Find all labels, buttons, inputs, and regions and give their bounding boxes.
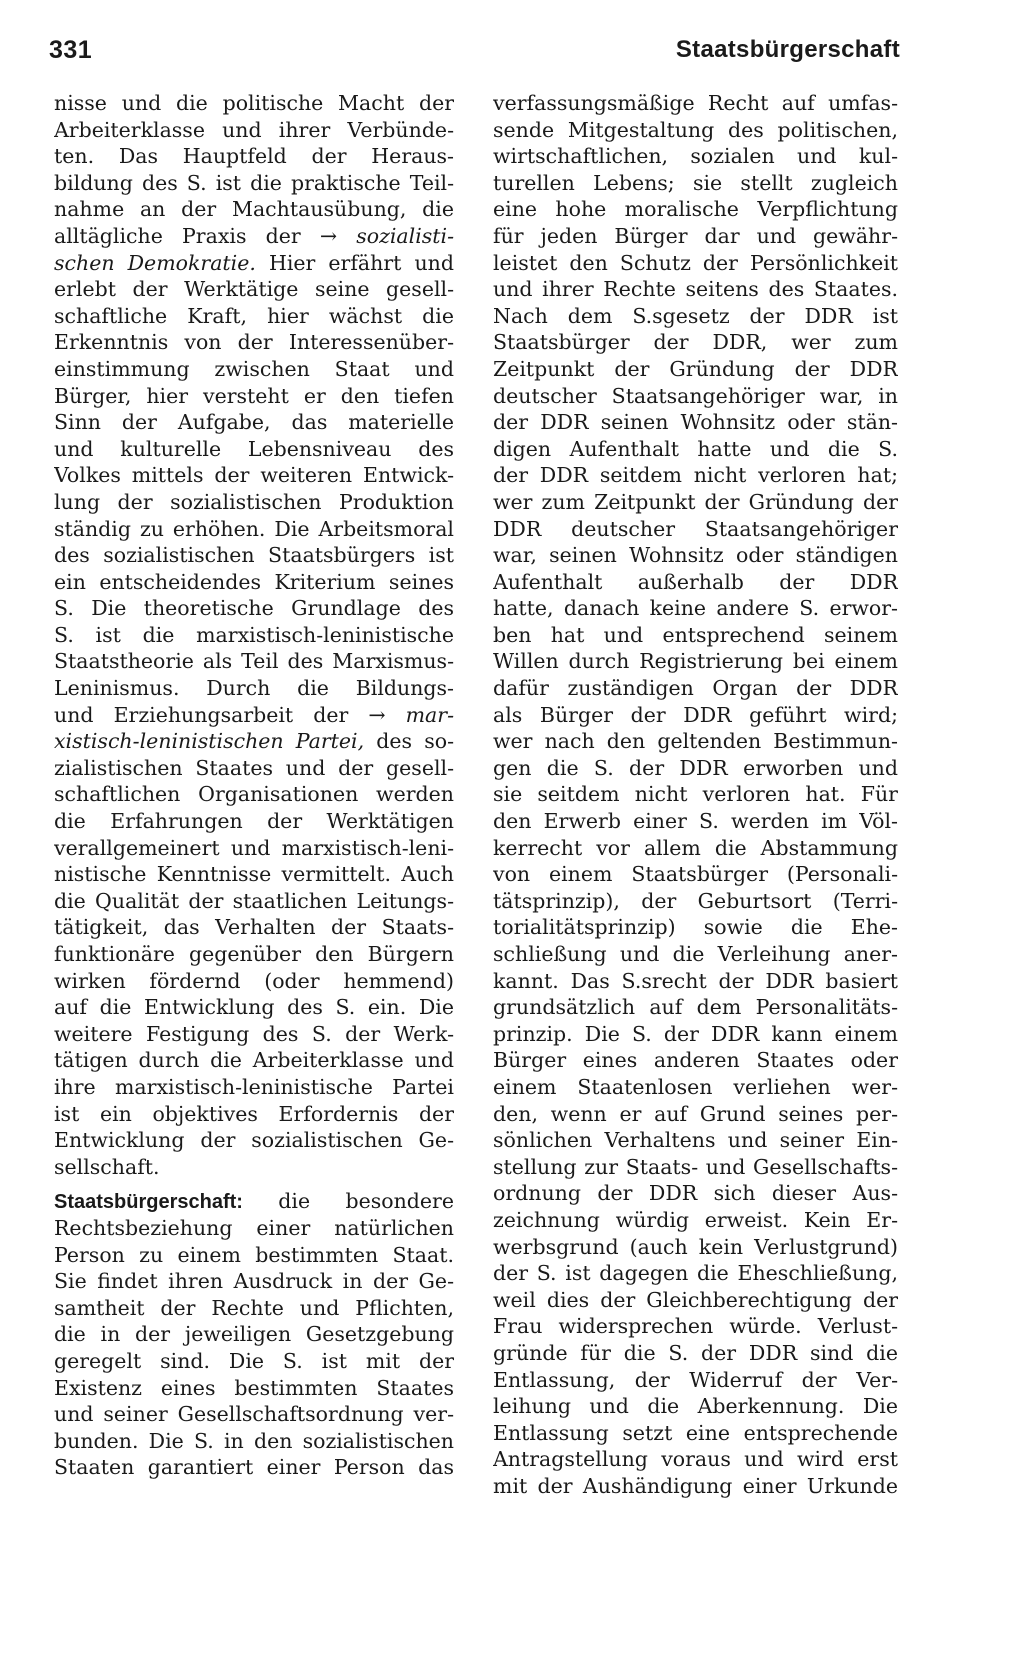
text-line: ordnung der DDR sich dieser Aus- [493, 1181, 898, 1206]
text-line: verfassungsmäßige Recht auf umfas- [493, 91, 898, 115]
text-line: leihung und die Aberkennung. Die [493, 1394, 898, 1419]
text-line: den Erwerb einer S. werden im Völ- [493, 809, 898, 834]
text-run: alltägliche Praxis der → [54, 223, 357, 248]
text-line: nahme an der Machtausübung, die [54, 197, 454, 222]
text-line: Entlassung, der Widerruf der Ver- [493, 1367, 898, 1392]
text-line: ihre marxistisch-leninistische Partei [54, 1074, 454, 1099]
right-column [493, 90, 898, 1499]
text-run: Hier erfährt und [255, 250, 454, 275]
text-line: tätigen durch die Arbeiterklasse und [54, 1048, 454, 1073]
text-line: Erkenntnis von der Interessenüber- [54, 330, 454, 355]
text-line: die Erfahrungen der Werktätigen [54, 809, 454, 834]
text-line: sönlichen Verhaltens und seiner Ein- [493, 1128, 898, 1153]
text-line: gen die S. der DDR erworben und [493, 755, 898, 780]
text-line: mit der Aushändigung einer Urkunde [493, 1473, 898, 1498]
text-line: der DDR seinen Wohnsitz oder stän- [493, 410, 898, 435]
text-line: der S. ist dagegen die Eheschließung, [493, 1261, 898, 1286]
text-run: des so- [364, 729, 454, 754]
text-line: Nach dem S.sgesetz der DDR ist [493, 303, 898, 328]
text-line: samtheit der Rechte und Pflichten, [54, 1295, 454, 1320]
text-line: war, seinen Wohnsitz oder ständigen [493, 543, 898, 568]
text-line: torialitätsprinzip) sowie die Ehe- [493, 915, 898, 940]
text-line: wer nach den geltenden Bestimmun- [493, 729, 898, 754]
text-line: bildung des S. ist die praktische Teil- [54, 170, 454, 195]
entry-heading-line [54, 1188, 454, 1215]
text-line: Bürger eines anderen Staates oder [493, 1048, 898, 1073]
left-column [54, 90, 454, 1481]
text-line: nistische Kenntnisse vermittelt. Auch [54, 862, 454, 887]
text-line: turellen Lebens; sie stellt zugleich [493, 170, 898, 195]
text-line: stellung zur Staats- und Gesellschafts- [493, 1154, 898, 1179]
text-line [54, 250, 454, 277]
text-line: dafür zuständigen Organ der DDR [493, 676, 898, 701]
text-line: wirken fördernd (oder hemmend) [54, 968, 454, 993]
text-line: Sinn der Aufgabe, das materielle [54, 410, 454, 435]
text-line: prinzip. Die S. der DDR kann einem [493, 1021, 898, 1046]
text-line: werbsgrund (auch kein Verlustgrund) [493, 1234, 898, 1259]
text-line: zialistischen Staates und der gesell- [54, 755, 454, 780]
text-line: die in der jeweiligen Gesetzgebung [54, 1322, 454, 1347]
entry-heading: Staatsbürgerschaft: [54, 1191, 243, 1214]
text-line: wer zum Zeitpunkt der Gründung der [493, 489, 898, 514]
text-line: kerrecht vor allem die Abstammung [493, 835, 898, 860]
text-line: Staaten garantiert einer Person das [54, 1455, 454, 1480]
text-line: Existenz eines bestimmten Staates [54, 1375, 454, 1400]
text-line: einstimmung zwischen Staat und [54, 356, 454, 381]
text-line: ben hat und entsprechend seinem [493, 622, 898, 647]
text-line: nisse und die politische Macht der [54, 91, 454, 115]
text-line: hatte, danach keine andere S. erwor- [493, 596, 898, 621]
text-line: schaftliche Kraft, hier wächst die [54, 303, 454, 328]
text-line: Arbeiterklasse und ihrer Verbünde- [54, 117, 454, 142]
text-line: tätsprinzip), der Geburtsort (Terri- [493, 888, 898, 913]
text-line: ein entscheidendes Kriterium seines [54, 569, 454, 594]
text-line: eine hohe moralische Verpflichtung [493, 197, 898, 222]
text-line: Frau widersprechen würde. Verlust- [493, 1314, 898, 1339]
text-line: Willen durch Registrierung bei einem [493, 649, 898, 674]
text-line: einem Staatenlosen verliehen wer- [493, 1074, 898, 1099]
text-line: verallgemeinert und marxistisch-leni- [54, 835, 454, 860]
text-line: als Bürger der DDR geführt wird; [493, 702, 898, 727]
cross-reference-term: mar- [405, 702, 454, 727]
text-line: Entwicklung der sozialistischen Ge- [54, 1128, 454, 1153]
text-line: geregelt sind. Die S. ist mit der [54, 1348, 454, 1373]
text-line: ständig zu erhöhen. Die Arbeitsmoral [54, 516, 454, 541]
text-line: auf die Entwicklung des S. ein. Die [54, 995, 454, 1020]
text-line: kannt. Das S.srecht der DDR basiert [493, 968, 898, 993]
text-line: sellschaft. [54, 1154, 160, 1179]
text-line: und kulturelle Lebensniveau des [54, 436, 454, 461]
text-line: wirtschaftlichen, sozialen und kul- [493, 144, 898, 169]
text-line: Rechtsbeziehung einer natürlichen [54, 1215, 454, 1240]
text-line: Staatstheorie als Teil des Marxismus- [54, 649, 454, 674]
text-line: Aufenthalt außerhalb der DDR [493, 569, 898, 594]
text-line: lung der sozialistischen Produktion [54, 489, 454, 514]
text-line: von einem Staatsbürger (Personali- [493, 862, 898, 887]
text-line: schaftlichen Organisationen werden [54, 782, 454, 807]
text-line: Sie findet ihren Ausdruck in der Ge- [54, 1269, 454, 1294]
text-line: der DDR seitdem nicht verloren hat; [493, 463, 898, 488]
text-line: funktionäre gegenüber den Bürgern [54, 942, 454, 966]
text-line: den, wenn er auf Grund seines per- [493, 1101, 898, 1126]
text-line: digen Aufenthalt hatte und die S. [493, 436, 898, 461]
text-line: Person zu einem bestimmten Staat. [54, 1242, 454, 1267]
text-line: bunden. Die S. in den sozialistischen [54, 1428, 454, 1453]
text-line: erlebt der Werktätige seine gesell- [54, 277, 454, 302]
text-line: gründe für die S. der DDR sind die [493, 1340, 898, 1365]
text-line: für jeden Bürger dar und gewähr- [493, 223, 898, 248]
text-run: die besondere [242, 1189, 454, 1214]
text-line: leistet den Schutz der Persönlichkeit [493, 250, 898, 275]
text-line: DDR deutscher Staatsangehöriger [493, 516, 898, 541]
text-line: sie seitdem nicht verloren hat. Für [493, 782, 898, 807]
running-title: Staatsbürgerschaft [675, 36, 900, 63]
text-line: ist ein objektives Erfordernis der [54, 1101, 454, 1126]
text-line: Zeitpunkt der Gründung der DDR [493, 356, 898, 381]
cross-reference-term: xistisch-leninistischen Partei, [54, 729, 365, 754]
text-line: sende Mitgestaltung des politischen, [493, 117, 898, 142]
text-line: Bürger, hier versteht er den tiefen [54, 383, 454, 408]
text-line: und seiner Gesellschaftsordnung ver- [54, 1402, 454, 1427]
text-line: Staatsbürger der DDR, wer zum [493, 330, 898, 355]
text-line: ten. Das Hauptfeld der Heraus- [54, 144, 454, 169]
text-line: die Qualität der staatlichen Leitungs- [54, 888, 454, 913]
text-line: weil dies der Gleichberechtigung der [493, 1287, 898, 1312]
text-line: Entlassung setzt eine entsprechende [493, 1420, 898, 1445]
text-line: Volkes mittels der weiteren Entwick- [54, 463, 454, 488]
text-line: Leninismus. Durch die Bildungs- [54, 676, 454, 701]
text-line: weitere Festigung des S. der Werk- [54, 1021, 454, 1046]
text-line: S. Die theoretische Grundlage des [54, 596, 454, 621]
text-line [54, 223, 454, 250]
text-line: Antragstellung voraus und wird erst [493, 1447, 898, 1472]
text-run: und Erziehungsarbeit der → [54, 702, 406, 727]
text-line: zeichnung würdig erweist. Kein Er- [493, 1207, 898, 1232]
page-number: 331 [49, 36, 93, 64]
text-line: deutscher Staatsangehöriger war, in [493, 383, 898, 408]
text-line [54, 702, 454, 729]
text-line: des sozialistischen Staatsbürgers ist [54, 543, 454, 568]
text-line: und ihrer Rechte seitens des Staates. [493, 277, 898, 302]
text-line: schließung und die Verleihung aner- [493, 942, 898, 966]
text-line: grundsätzlich auf dem Personalitäts- [493, 995, 898, 1020]
text-line [54, 728, 454, 755]
text-line: tätigkeit, das Verhalten der Staats- [54, 915, 454, 940]
text-line: S. ist die marxistisch-leninistische [54, 622, 454, 647]
cross-reference-term: sozialisti- [356, 223, 454, 248]
cross-reference-term: schen Demokratie. [54, 250, 256, 275]
